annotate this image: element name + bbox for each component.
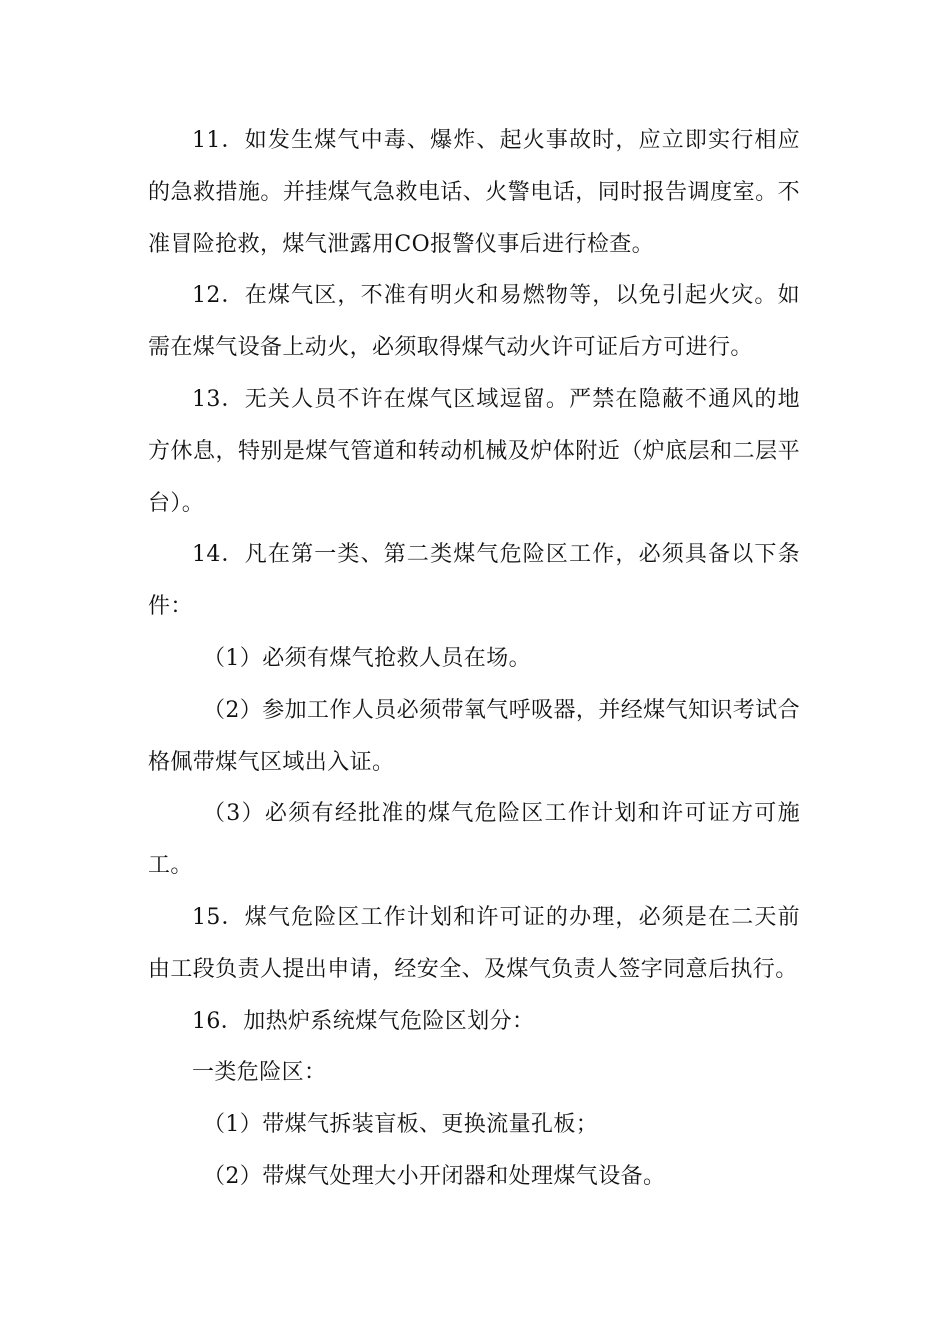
paragraph-item-14-sub-2: （2）参加工作人员必须带氧气呼吸器，并经煤气知识考试合格佩带煤气区域出入证。 bbox=[148, 697, 800, 775]
paragraph-item-16: 16．加热炉系统煤气危险区划分： bbox=[192, 1008, 535, 1034]
paragraph-item-13: 13．无关人员不许在煤气区域逗留。严禁在隐蔽不通风的地方休息，特别是煤气管道和转动机械及炉体附近（炉底层和二层平台）。 bbox=[148, 386, 800, 516]
paragraph-item-15: 15．煤气危险区工作计划和许可证的办理，必须是在二天前由工段负责人提出申请，经安全、及煤气负责人签字同意后执行。 bbox=[148, 904, 800, 982]
paragraph-item-14-sub-1: （1）必须有煤气抢救人员在场。 bbox=[203, 645, 531, 671]
paragraph-item-12: 12．在煤气区，不准有明火和易燃物等，以免引起火灾。如需在煤气设备上动火，必须取得煤气动火许可证后方可进行。 bbox=[148, 283, 800, 361]
paragraph-item-16-heading: 一类危险区： bbox=[192, 1060, 327, 1086]
document-body bbox=[148, 115, 800, 1203]
paragraph-item-14: 14．凡在第一类、第二类煤气危险区工作，必须具备以下条件： bbox=[148, 542, 800, 620]
paragraph-item-16-sub-2: （2）带煤气处理大小开闭器和处理煤气设备。 bbox=[203, 1163, 666, 1189]
paragraph-item-16-sub-1: （1）带煤气拆装盲板、更换流量孔板； bbox=[203, 1112, 599, 1138]
paragraph-item-14-sub-3: （3）必须有经批准的煤气危险区工作计划和许可证方可施工。 bbox=[148, 801, 800, 879]
paragraph-item-11: 11．如发生煤气中毒、爆炸、起火事故时，应立即实行相应的急救措施。并挂煤气急救电话、火警电话，同时报告调度室。不准冒险抢救，煤气泄露用CO报警仪事后进行检查。 bbox=[148, 128, 800, 257]
